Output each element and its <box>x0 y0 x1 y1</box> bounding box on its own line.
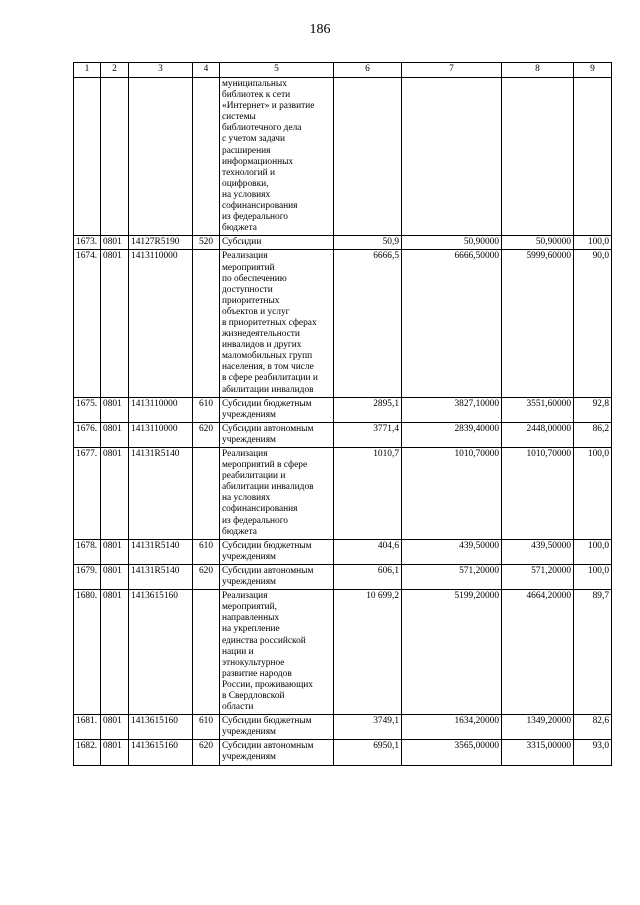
expense-type-code: 520 <box>193 236 220 250</box>
target-article-code: 14131R5140 <box>129 564 193 589</box>
amount-col8: 571,20000 <box>502 564 574 589</box>
amount-col6: 606,1 <box>334 564 402 589</box>
item-name: муниципальных библиотек к сети «Интернет» и развитие системы библиотечного дела с учетом задачи расширения информационных технологий и оцифровки, на условиях софинансирования из федерального бюджета <box>220 78 334 236</box>
table-row <box>74 397 612 422</box>
amount-col8: 4664,20000 <box>502 590 574 715</box>
header-row <box>74 63 612 78</box>
target-article-code <box>129 78 193 236</box>
row-number: 1682. <box>74 740 101 765</box>
budget-table <box>73 62 612 766</box>
amount-col7: 571,20000 <box>402 564 502 589</box>
percent-col9: 100,0 <box>574 539 612 564</box>
table-row <box>74 422 612 447</box>
section-code: 0801 <box>101 590 129 715</box>
section-code: 0801 <box>101 564 129 589</box>
amount-col7: 1634,20000 <box>402 715 502 740</box>
header-cell: 1 <box>74 63 101 78</box>
amount-col6: 404,6 <box>334 539 402 564</box>
section-code: 0801 <box>101 715 129 740</box>
item-name: Реализация мероприятий в сфере реабилитации и абилитации инвалидов на условиях софинансирования из федерального бюджета <box>220 448 334 540</box>
table-row <box>74 740 612 765</box>
table-row <box>74 448 612 540</box>
expense-type-code: 610 <box>193 397 220 422</box>
amount-col6: 3749,1 <box>334 715 402 740</box>
section-code: 0801 <box>101 236 129 250</box>
item-name: Субсидии автономным учреждениям <box>220 564 334 589</box>
section-code: 0801 <box>101 539 129 564</box>
percent-col9: 89,7 <box>574 590 612 715</box>
target-article-code: 14131R5140 <box>129 448 193 540</box>
page-number: 186 <box>309 22 331 37</box>
amount-col8: 50,90000 <box>502 236 574 250</box>
amount-col8: 5999,60000 <box>502 250 574 397</box>
row-number: 1681. <box>74 715 101 740</box>
amount-col6: 1010,7 <box>334 448 402 540</box>
amount-col8: 3551,60000 <box>502 397 574 422</box>
header-cell: 3 <box>129 63 193 78</box>
header-cell: 4 <box>193 63 220 78</box>
amount-col8: 1349,20000 <box>502 715 574 740</box>
amount-col6: 2895,1 <box>334 397 402 422</box>
amount-col7: 3827,10000 <box>402 397 502 422</box>
expense-type-code: 610 <box>193 715 220 740</box>
table-row <box>74 250 612 397</box>
percent-col9: 100,0 <box>574 564 612 589</box>
amount-col7: 1010,70000 <box>402 448 502 540</box>
target-article-code: 1413615160 <box>129 740 193 765</box>
expense-type-code <box>193 78 220 236</box>
table-row <box>74 564 612 589</box>
amount-col6 <box>334 78 402 236</box>
section-code: 0801 <box>101 250 129 397</box>
percent-col9: 92,8 <box>574 397 612 422</box>
expense-type-code <box>193 590 220 715</box>
item-name: Субсидии бюджетным учреждениям <box>220 397 334 422</box>
header-cell: 8 <box>502 63 574 78</box>
percent-col9: 93,0 <box>574 740 612 765</box>
header-cell: 2 <box>101 63 129 78</box>
table-row <box>74 539 612 564</box>
amount-col6: 6666,5 <box>334 250 402 397</box>
amount-col6: 50,9 <box>334 236 402 250</box>
percent-col9: 90,0 <box>574 250 612 397</box>
section-code: 0801 <box>101 448 129 540</box>
table-row <box>74 590 612 715</box>
percent-col9: 86,2 <box>574 422 612 447</box>
expense-type-code: 620 <box>193 422 220 447</box>
percent-col9: 82,6 <box>574 715 612 740</box>
target-article-code: 1413615160 <box>129 715 193 740</box>
amount-col6: 6950,1 <box>334 740 402 765</box>
expense-type-code: 610 <box>193 539 220 564</box>
amount-col7: 439,50000 <box>402 539 502 564</box>
section-code: 0801 <box>101 422 129 447</box>
row-number: 1673. <box>74 236 101 250</box>
amount-col8 <box>502 78 574 236</box>
target-article-code: 1413110000 <box>129 422 193 447</box>
expense-type-code: 620 <box>193 740 220 765</box>
item-name: Субсидии автономным учреждениям <box>220 740 334 765</box>
section-code <box>101 78 129 236</box>
item-name: Субсидии бюджетным учреждениям <box>220 539 334 564</box>
row-number: 1680. <box>74 590 101 715</box>
percent-col9: 100,0 <box>574 236 612 250</box>
target-article-code: 1413110000 <box>129 250 193 397</box>
section-code: 0801 <box>101 397 129 422</box>
amount-col7 <box>402 78 502 236</box>
percent-col9: 100,0 <box>574 448 612 540</box>
amount-col8: 2448,00000 <box>502 422 574 447</box>
amount-col6: 3771,4 <box>334 422 402 447</box>
header-cell: 9 <box>574 63 612 78</box>
percent-col9 <box>574 78 612 236</box>
amount-col8: 3315,00000 <box>502 740 574 765</box>
item-name: Субсидии <box>220 236 334 250</box>
target-article-code: 1413615160 <box>129 590 193 715</box>
row-number: 1679. <box>74 564 101 589</box>
amount-col7: 6666,50000 <box>402 250 502 397</box>
amount-col6: 10 699,2 <box>334 590 402 715</box>
item-name: Субсидии бюджетным учреждениям <box>220 715 334 740</box>
table-row <box>74 78 612 236</box>
amount-col8: 1010,70000 <box>502 448 574 540</box>
expense-type-code: 620 <box>193 564 220 589</box>
header-cell: 5 <box>220 63 334 78</box>
expense-type-code <box>193 448 220 540</box>
header-cell: 7 <box>402 63 502 78</box>
item-name: Субсидии автономным учреждениям <box>220 422 334 447</box>
section-code: 0801 <box>101 740 129 765</box>
item-name: Реализация мероприятий, направленных на укрепление единства российской нации и этнокультурное развитие народов России, проживающих в Свердловской области <box>220 590 334 715</box>
row-number: 1674. <box>74 250 101 397</box>
row-number <box>74 78 101 236</box>
amount-col7: 5199,20000 <box>402 590 502 715</box>
row-number: 1675. <box>74 397 101 422</box>
table-row <box>74 715 612 740</box>
target-article-code: 14127R5190 <box>129 236 193 250</box>
header-cell: 6 <box>334 63 402 78</box>
target-article-code: 1413110000 <box>129 397 193 422</box>
item-name: Реализация мероприятий по обеспечению доступности приоритетных объектов и услуг в приоритетных сферах жизнедеятельности инвалидов и других маломобильных групп населения, в том числе в сфере реабилитации и абилитации инвалидов <box>220 250 334 397</box>
row-number: 1677. <box>74 448 101 540</box>
row-number: 1678. <box>74 539 101 564</box>
amount-col7: 2839,40000 <box>402 422 502 447</box>
expense-type-code <box>193 250 220 397</box>
row-number: 1676. <box>74 422 101 447</box>
amount-col7: 50,90000 <box>402 236 502 250</box>
amount-col7: 3565,00000 <box>402 740 502 765</box>
amount-col8: 439,50000 <box>502 539 574 564</box>
target-article-code: 14131R5140 <box>129 539 193 564</box>
table-row <box>74 236 612 250</box>
